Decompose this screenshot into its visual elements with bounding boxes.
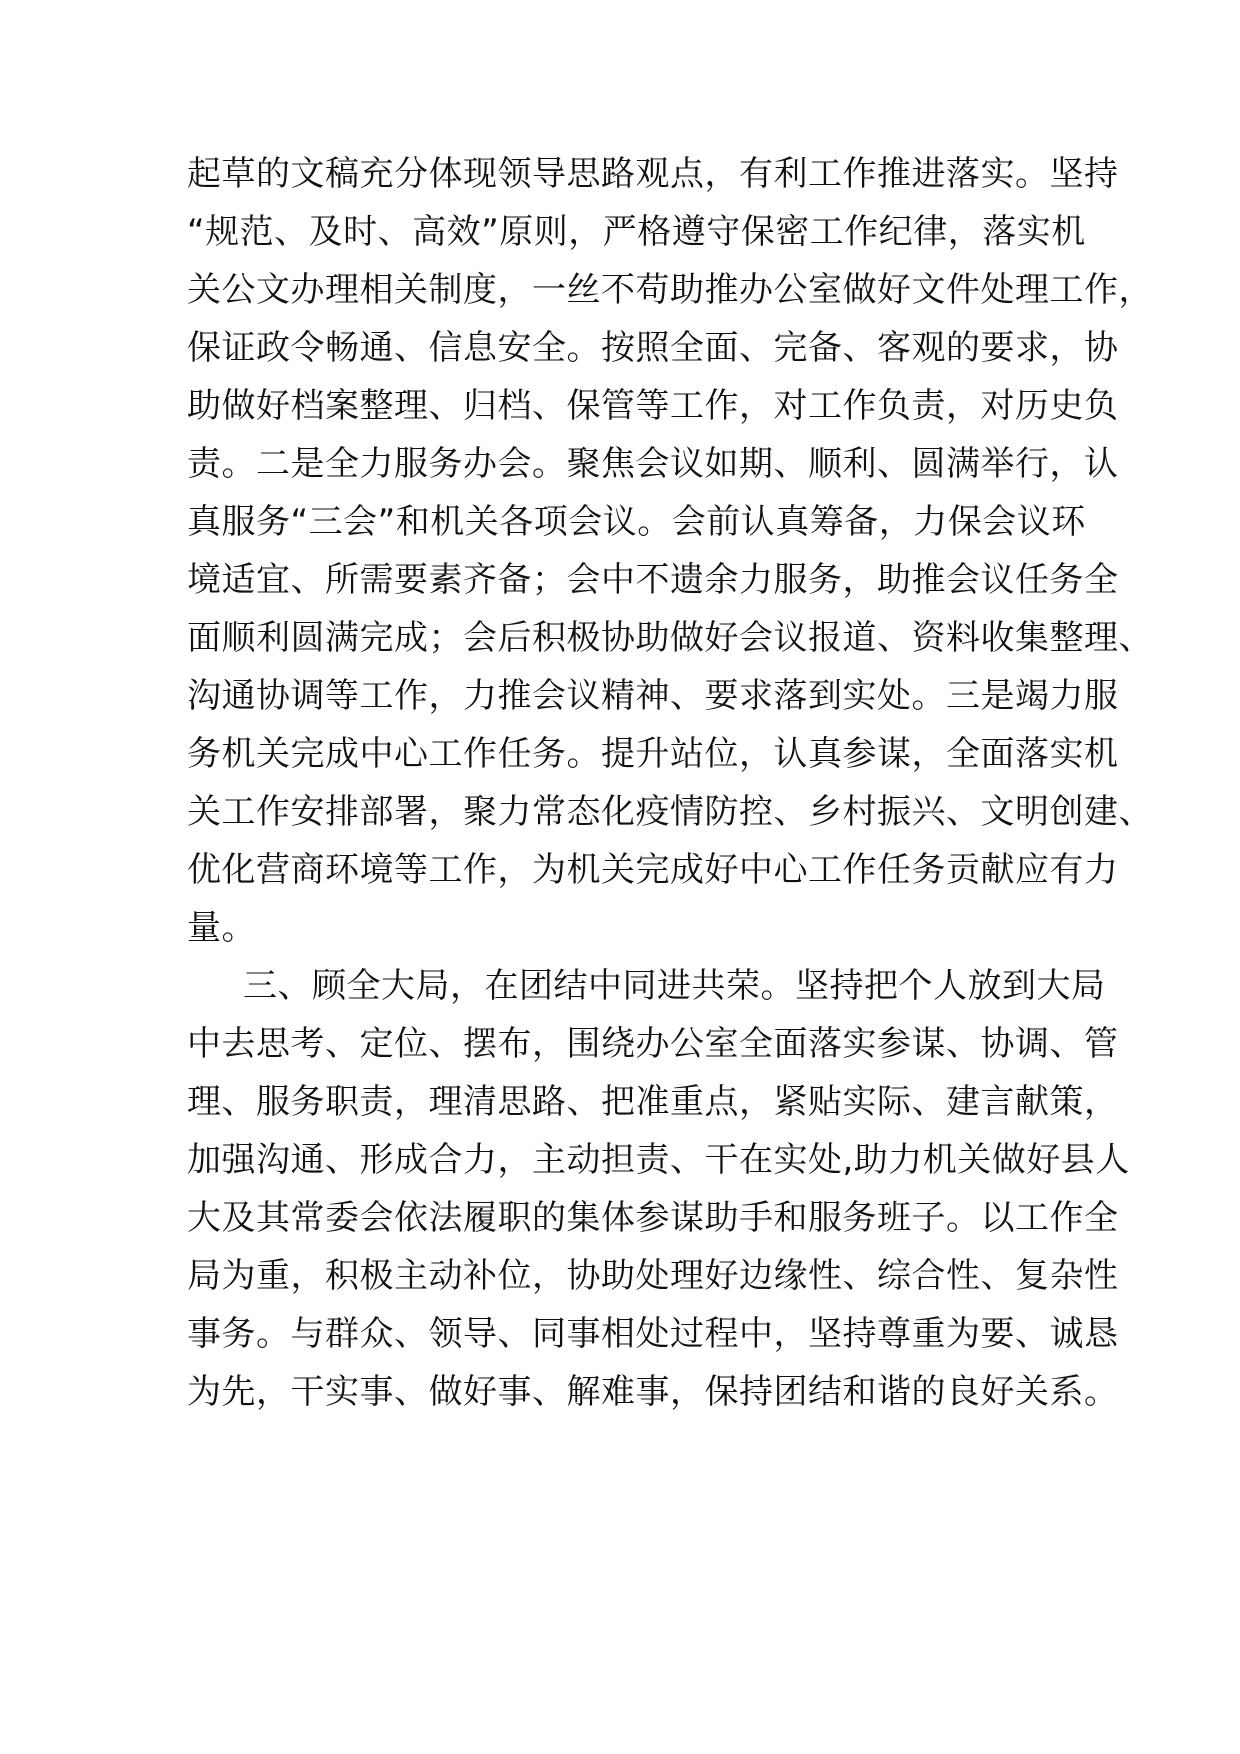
text-line: 务机关完成中心工作任务。提升站位，认真参谋，全面落实机: [187, 734, 1119, 774]
text-line: 真服务“三会”和机关各项会议。会前认真筹备，力保会议环: [187, 502, 1086, 542]
text-line: 关工作安排部署，聚力常态化疫情防控、乡村振兴、文明创建、: [187, 792, 1153, 832]
text-line: 量。: [187, 908, 256, 948]
text-line: 大及其常委会依法履职的集体参谋助手和服务班子。以工作全: [187, 1198, 1119, 1238]
text-line: 为先，干实事、做好事、解难事，保持团结和谐的良好关系。: [187, 1372, 1119, 1412]
text-line: 理、服务职责，理清思路、把准重点，紧贴实际、建言献策，: [187, 1082, 1119, 1122]
text-line: 沟通协调等工作，力推会议精神、要求落到实处。三是竭力服: [187, 676, 1119, 716]
text-line: 助做好档案整理、归档、保管等工作，对工作负责，对历史负: [187, 386, 1119, 426]
text-line: 起草的文稿充分体现领导思路观点，有利工作推进落实。坚持: [187, 154, 1119, 194]
text-line: 面顺利圆满完成；会后积极协助做好会议报道、资料收集整理、: [187, 618, 1153, 658]
text-line: 境适宜、所需要素齐备；会中不遗余力服务，助推会议任务全: [187, 560, 1119, 600]
text-line: 优化营商环境等工作，为机关完成好中心工作任务贡献应有力: [187, 850, 1119, 890]
text-line: 事务。与群众、领导、同事相处过程中，坚持尊重为要、诚恳: [187, 1314, 1119, 1354]
text-line: 保证政令畅通、信息安全。按照全面、完备、客观的要求，协: [187, 328, 1119, 368]
text-line: “规范、及时、高效”原则，严格遵守保密工作纪律，落实机: [187, 212, 1086, 252]
text-line: 加强沟通、形成合力，主动担责、干在实处,助力机关做好县人: [187, 1140, 1130, 1180]
text-line: 关公文办理相关制度，一丝不苟助推办公室做好文件处理工作，: [187, 270, 1153, 310]
text-line: 三、顾全大局，在团结中同进共荣。坚持把个人放到大局: [243, 966, 1106, 1006]
text-line: 局为重，积极主动补位，协助处理好边缘性、综合性、复杂性: [187, 1256, 1119, 1296]
text-line: 责。二是全力服务办会。聚焦会议如期、顺利、圆满举行，认: [187, 444, 1119, 484]
text-line: 中去思考、定位、摆布，围绕办公室全面落实参谋、协调、管: [187, 1024, 1119, 1064]
